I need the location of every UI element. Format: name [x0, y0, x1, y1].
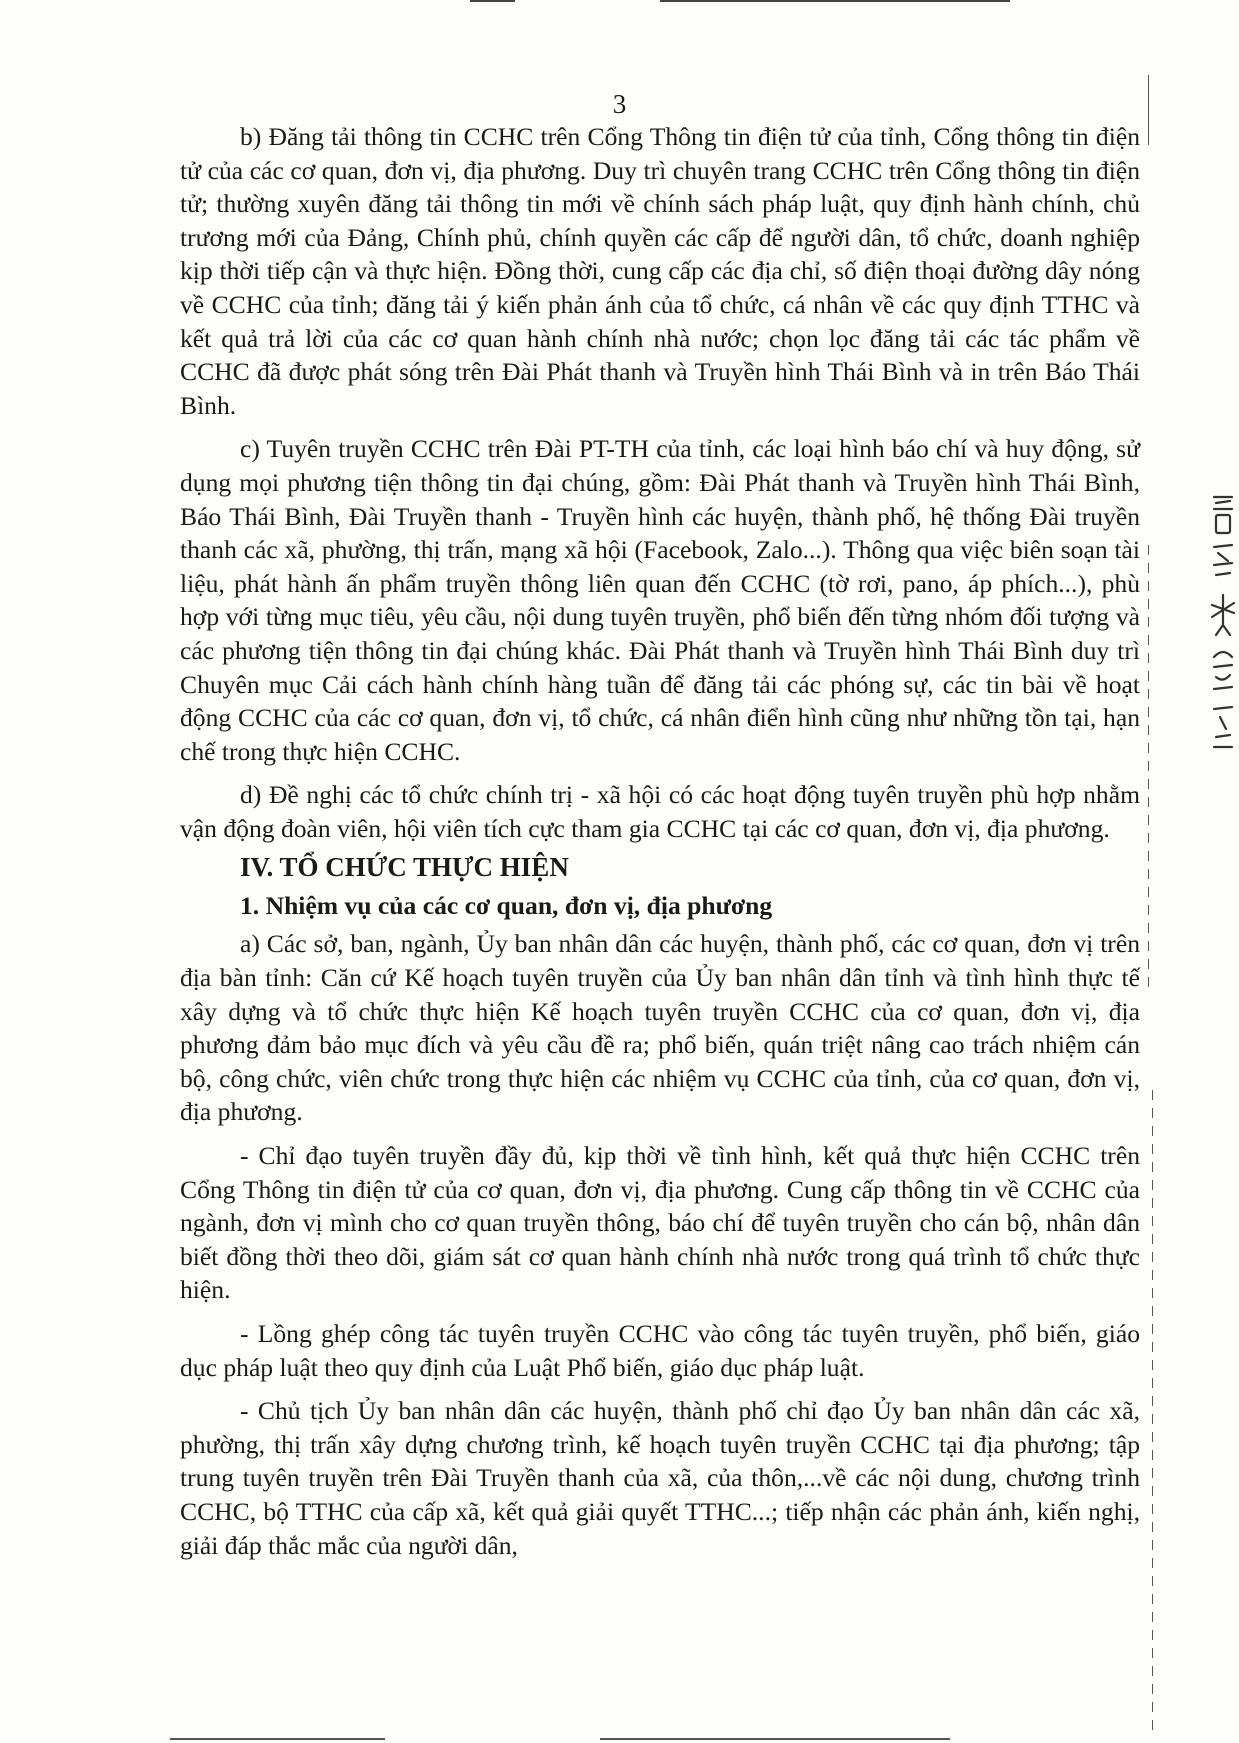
paragraph-a: a) Các sở, ban, ngành, Ủy ban nhân dân các huyện, thành phố, các cơ quan, đơn vị trên địa bàn tỉnh: Căn cứ Kế hoạch tuyên truyền của Ủy ban nhân dân tỉnh và tình hình thực tế xây dựng và tổ chức thực hiện Kế hoạch tuyên truyền CCHC của cơ quan, đơn vị, địa phương đảm bảo mục đích và yêu cầu đề ra; phổ biến, quán triệt nâng cao trách nhiệm cán bộ, công chức, viên chức trong thực hiện các nhiệm vụ CCHC của tỉnh, của cơ quan, đơn vị, địa phương.: [180, 929, 1140, 1127]
top-scan-rule-right: [660, 0, 1010, 2]
page-number: 3: [612, 89, 627, 119]
top-scan-rule-left: [470, 0, 515, 2]
paragraph-dash-1: - Chỉ đạo tuyên truyền đầy đủ, kịp thời về tình hình, kết quả thực hiện CCHC trên Cổng Thông tin điện tử của cơ quan, đơn vị, địa phương. Cung cấp thông tin về CCHC của ngành, đơn vị mình cho cơ quan truyền thông, báo chí để tuyên truyền cho cán bộ, nhân dân biết đồng thời theo dõi, giám sát cơ quan hành chính nhà nước trong quá trình tổ chức thực hiện.: [180, 1141, 1140, 1305]
seal-stamp-icon: [1210, 485, 1236, 760]
margin-line-low: [1152, 1090, 1153, 1730]
bottom-scan-rule-right: [600, 1738, 950, 1740]
section-heading: IV. TỔ CHỨC THỰC HIỆN: [240, 852, 569, 883]
margin-line-mid: [1148, 545, 1149, 990]
document-body: [180, 120, 1140, 1572]
subsection-heading: 1. Nhiệm vụ của các cơ quan, đơn vị, địa phương: [240, 891, 773, 921]
paragraph-dash-3: - Chủ tịch Ủy ban nhân dân các huyện, thành phố chỉ đạo Ủy ban nhân dân các xã, phường, thị trấn xây dựng chương trình, kế hoạch tuyên truyền CCHC tại địa phương; tập trung tuyên truyền trên Đài Truyền thanh của xã, của thôn,...về các nội dung, chương trình CCHC, bộ TTHC của cấp xã, kết quả giải quyết TTHC...; tiếp nhận các phản ánh, kiến nghị, giải đáp thắc mắc của người dân,: [180, 1396, 1140, 1560]
paragraph-dash-2: - Lồng ghép công tác tuyên truyền CCHC vào công tác tuyên truyền, phổ biến, giáo dục pháp luật theo quy định của Luật Phổ biến, giáo dục pháp luật.: [180, 1319, 1140, 1382]
paragraph-c: c) Tuyên truyền CCHC trên Đài PT-TH của tỉnh, các loại hình báo chí và huy động, sử dụng mọi phương tiện thông tin đại chúng, gồm: Đài Phát thanh và Truyền hình Thái Bình, Báo Thái Bình, Đài Truyền thanh - Truyền hình các huyện, thành phố, hệ thống Đài truyền thanh các xã, phường, thị trấn, mạng xã hội (Facebook, Zalo...). Thông qua việc biên soạn tài liệu, phát hành ấn phẩm truyền thông liên quan đến CCHC (tờ rơi, pano, áp phích...), phù hợp với từng mục tiêu, yêu cầu, nội dung tuyên truyền, phổ biến đến từng nhóm đối tượng và các phương tiện thông tin đại chúng khác. Đài Phát thanh và Truyền hình Thái Bình duy trì Chuyên mục Cải cách hành chính hàng tuần để đăng tải các phóng sự, các tin bài về hoạt động CCHC của các cơ quan, đơn vị, tổ chức, cá nhân điển hình cũng như những tồn tại, hạn chế trong thực hiện CCHC.: [180, 434, 1140, 766]
margin-line-top: [1148, 75, 1149, 145]
paragraph-d: d) Đề nghị các tổ chức chính trị - xã hội có các hoạt động tuyên truyền phù hợp nhằm vận động đoàn viên, hội viên tích cực tham gia CCHC tại các cơ quan, đơn vị, địa phương.: [180, 780, 1140, 843]
bottom-scan-rule-left: [170, 1738, 385, 1740]
paragraph-b: b) Đăng tải thông tin CCHC trên Cổng Thông tin điện tử của tỉnh, Cổng thông tin điện tử của các cơ quan, đơn vị, địa phương. Duy trì chuyên trang CCHC trên Cổng thông tin điện tử; thường xuyên đăng tải thông tin mới về chính sách pháp luật, quy định hành chính, chủ trương mới của Đảng, Chính phủ, chính quyền các cấp để người dân, tổ chức, doanh nghiệp kịp thời tiếp cận và thực hiện. Đồng thời, cung cấp các địa chỉ, số điện thoại đường dây nóng về CCHC của tỉnh; đăng tải ý kiến phản ánh của tổ chức, cá nhân về các quy định TTHC và kết quả trả lời của các cơ quan hành chính nhà nước; chọn lọc đăng tải các tác phẩm về CCHC đã được phát sóng trên Đài Phát thanh và Truyền hình Thái Bình và in trên Báo Thái Bình.: [180, 122, 1140, 420]
